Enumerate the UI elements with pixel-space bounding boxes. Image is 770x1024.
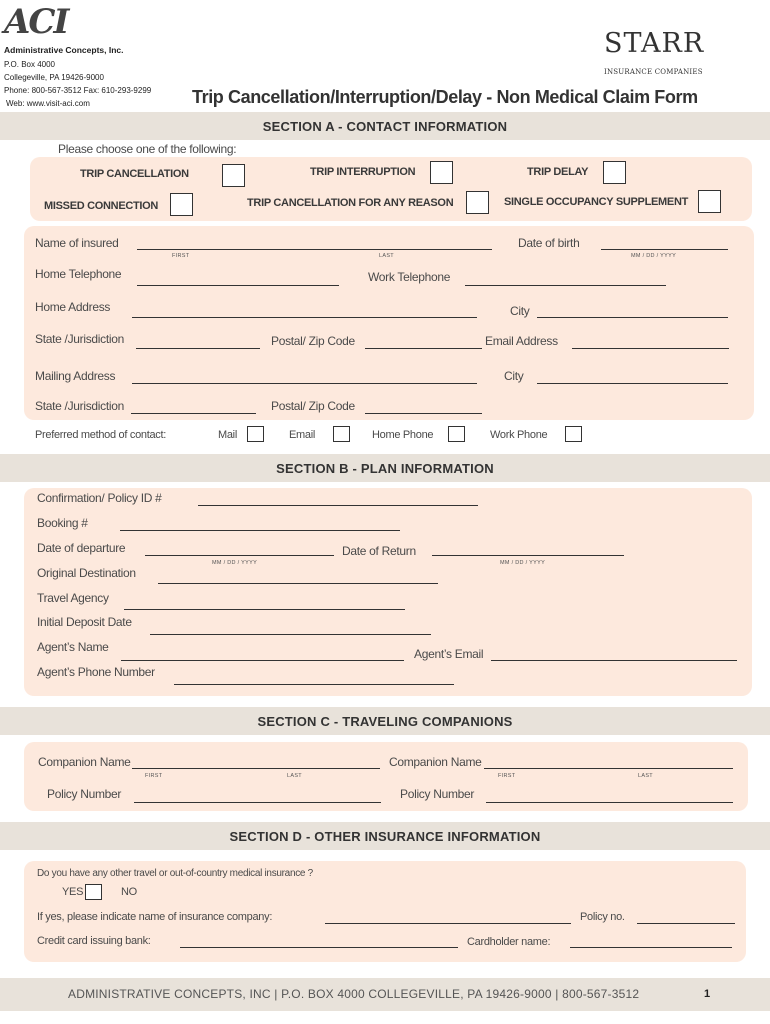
agent-email-field[interactable] [491, 660, 737, 661]
option-trip-delay-checkbox[interactable] [603, 161, 626, 184]
home-address-field[interactable] [132, 317, 477, 318]
work-telephone-field[interactable] [465, 285, 666, 286]
option-trip-delay-label: TRIP DELAY [527, 166, 589, 178]
company-web: Web: www.visit-aci.com [6, 99, 90, 108]
pref-email-label: Email [289, 429, 316, 441]
mailing-city-label: City [504, 369, 524, 383]
cardholder-field[interactable] [570, 947, 732, 948]
first-caption: FIRST [172, 253, 190, 259]
state-field[interactable] [136, 348, 260, 349]
companion-1-first-caption: FIRST [145, 773, 163, 779]
insurance-company-label: If yes, please indicate name of insurance company: [37, 911, 273, 923]
pref-work-phone-checkbox[interactable] [565, 426, 582, 442]
pref-home-phone-checkbox[interactable] [448, 426, 465, 442]
section-c-header [0, 707, 770, 735]
companion-2-field[interactable] [484, 768, 733, 769]
deposit-field[interactable] [150, 634, 431, 635]
mailing-city-field[interactable] [537, 383, 728, 384]
other-insurance-question: Do you have any other travel or out-of-country medical insurance ? [37, 868, 313, 879]
pref-mail-checkbox[interactable] [247, 426, 264, 442]
pref-mail-label: Mail [218, 429, 237, 441]
option-trip-interruption-checkbox[interactable] [430, 161, 453, 184]
postal-label: Postal/ Zip Code [271, 334, 355, 348]
footer-text: ADMINISTRATIVE CONCEPTS, INC | P.O. BOX 4000 COLLEGEVILLE, PA 19426-9000 | 800-567-3512 [68, 987, 640, 1001]
choose-instruction: Please choose one of the following: [58, 142, 237, 156]
dob-format-caption: MM / DD / YYYY [631, 253, 677, 259]
company-name: Administrative Concepts, Inc. [4, 45, 124, 55]
agent-name-label: Agent’s Name [37, 640, 109, 654]
company-phone: Phone: 800-567-3512 Fax: 610-293-9299 [4, 86, 152, 95]
departure-field[interactable] [145, 555, 334, 556]
page-number: 1 [704, 988, 711, 1000]
agent-email-label: Agent’s Email [414, 647, 484, 661]
policy-1-label: Policy Number [47, 787, 122, 801]
starr-logo: STARR [604, 28, 705, 59]
home-telephone-label: Home Telephone [35, 267, 122, 281]
agent-phone-field[interactable] [174, 684, 454, 685]
section-b-header [0, 454, 770, 482]
return-format-caption: MM / DD / YYYY [500, 560, 546, 566]
mailing-state-field[interactable] [131, 413, 256, 414]
section-a-title: SECTION A - CONTACT INFORMATION [262, 118, 508, 134]
return-label: Date of Return [342, 544, 416, 558]
email-field[interactable] [572, 348, 729, 349]
preferred-contact-label: Preferred method of contact: [35, 429, 167, 441]
email-label: Email Address [485, 334, 558, 348]
dob-field[interactable] [601, 249, 728, 250]
confirmation-field[interactable] [198, 505, 478, 506]
home-address-label: Home Address [35, 300, 111, 314]
city-field[interactable] [537, 317, 728, 318]
agency-field[interactable] [124, 609, 405, 610]
companion-2-first-caption: FIRST [498, 773, 516, 779]
postal-field[interactable] [365, 348, 482, 349]
policy-2-label: Policy Number [400, 787, 475, 801]
mailing-state-label: State /Jurisdiction [35, 399, 125, 413]
option-single-occupancy-checkbox[interactable] [698, 190, 721, 213]
mailing-postal-label: Postal/ Zip Code [271, 399, 355, 413]
policy-no-field[interactable] [637, 923, 735, 924]
agency-label: Travel Agency [37, 591, 109, 605]
name-insured-label: Name of insured [35, 236, 119, 250]
option-missed-connection-label: MISSED CONNECTION [44, 200, 159, 212]
card-bank-label: Credit card issuing bank: [37, 935, 151, 947]
companion-2-label: Companion Name [389, 755, 482, 769]
yes-label: YES [62, 886, 84, 898]
pref-home-phone-label: Home Phone [372, 429, 434, 441]
booking-label: Booking # [37, 516, 88, 530]
aci-logo: ACI [4, 2, 68, 42]
company-address-2: Collegeville, PA 19426-9000 [4, 73, 104, 82]
companion-1-field[interactable] [132, 768, 380, 769]
dob-label: Date of birth [518, 236, 580, 250]
starr-subtitle: INSURANCE COMPANIES [604, 68, 703, 76]
destination-field[interactable] [158, 583, 438, 584]
agent-name-field[interactable] [121, 660, 404, 661]
confirmation-label: Confirmation/ Policy ID # [37, 491, 162, 505]
yes-checkbox[interactable] [85, 884, 102, 900]
section-c-title: SECTION C - TRAVELING COMPANIONS [257, 713, 513, 729]
cardholder-label: Cardholder name: [467, 936, 551, 948]
work-telephone-label: Work Telephone [368, 270, 451, 284]
booking-field[interactable] [120, 530, 400, 531]
section-a-header [0, 112, 770, 140]
companion-2-last-caption: LAST [638, 773, 653, 779]
option-trip-interruption-label: TRIP INTERRUPTION [310, 166, 416, 178]
companion-1-label: Companion Name [38, 755, 131, 769]
policy-1-field[interactable] [134, 802, 381, 803]
option-cfar-label: TRIP CANCELLATION FOR ANY REASON [247, 197, 454, 209]
option-cfar-checkbox[interactable] [466, 191, 489, 214]
card-bank-field[interactable] [180, 947, 458, 948]
policy-2-field[interactable] [486, 802, 733, 803]
pref-work-phone-label: Work Phone [490, 429, 548, 441]
deposit-label: Initial Deposit Date [37, 615, 132, 629]
option-trip-cancellation-checkbox[interactable] [222, 164, 245, 187]
section-d-title: SECTION D - OTHER INSURANCE INFORMATION [229, 828, 541, 844]
companion-1-last-caption: LAST [287, 773, 302, 779]
no-label: NO [121, 886, 137, 898]
mailing-address-field[interactable] [132, 383, 477, 384]
option-trip-cancellation-label: TRIP CANCELLATION [80, 168, 189, 180]
form-title: Trip Cancellation/Interruption/Delay - Non Medical Claim Form [192, 87, 698, 107]
home-telephone-field[interactable] [137, 285, 339, 286]
return-field[interactable] [432, 555, 624, 556]
name-insured-field[interactable] [137, 249, 492, 250]
policy-no-label: Policy no. [580, 911, 625, 923]
departure-format-caption: MM / DD / YYYY [212, 560, 258, 566]
section-d-header [0, 822, 770, 850]
agent-phone-label: Agent’s Phone Number [37, 665, 155, 679]
section-b-title: SECTION B - PLAN INFORMATION [276, 460, 494, 476]
last-caption: LAST [379, 253, 394, 259]
option-missed-connection-checkbox[interactable] [170, 193, 193, 216]
company-address-1: P.O. Box 4000 [4, 60, 55, 69]
pref-email-checkbox[interactable] [333, 426, 350, 442]
mailing-address-label: Mailing Address [35, 369, 116, 383]
destination-label: Original Destination [37, 566, 136, 580]
departure-label: Date of departure [37, 541, 126, 555]
mailing-postal-field[interactable] [365, 413, 482, 414]
state-label: State /Jurisdiction [35, 332, 125, 346]
insurance-company-field[interactable] [325, 923, 571, 924]
city-label: City [510, 304, 530, 318]
option-single-occupancy-label: SINGLE OCCUPANCY SUPPLEMENT [504, 196, 689, 208]
